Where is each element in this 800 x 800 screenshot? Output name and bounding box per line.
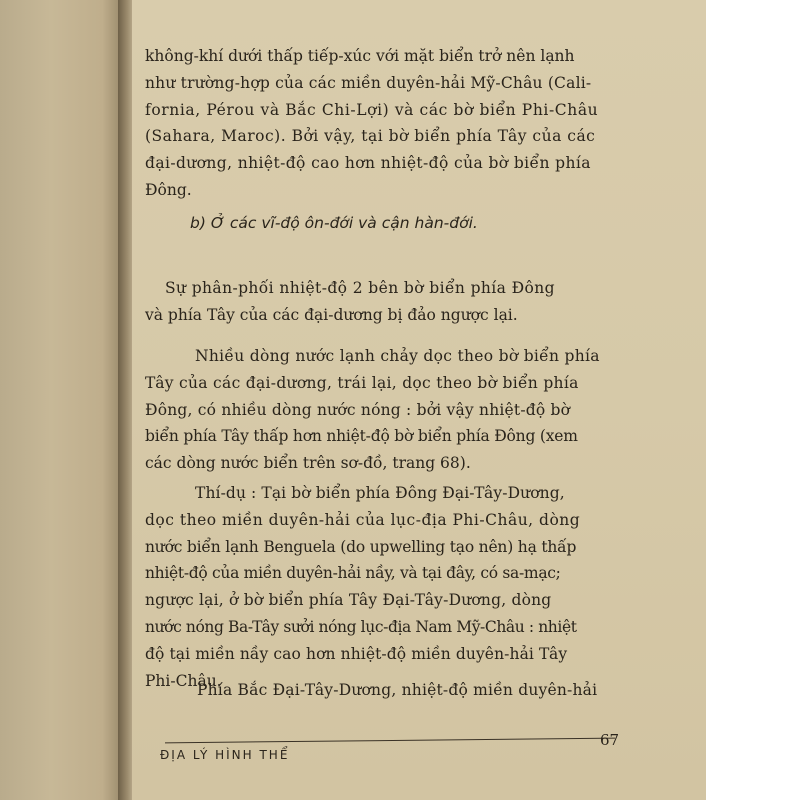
text-line: dọc theo miền duyên-hải của lục-địa Phi-Châu, dòng <box>145 510 581 529</box>
text-line: đại-dương, nhiệt-độ cao hơn nhiệt-độ của bờ biển phía <box>145 154 591 173</box>
text-line: nước biển lạnh Benguela (do upwelling tạo nên) hạ thấp <box>145 537 577 556</box>
text-line: Sự phân-phối nhiệt-độ 2 bên bờ biển phía Đông <box>165 279 555 297</box>
text-line: như trường-hợp của các miền duyên-hải Mỹ-Châu (Cali- <box>145 73 592 92</box>
text-line: nước nóng Ba-Tây sưởi nóng lục-địa Nam Mỹ-Châu : nhiệt <box>145 617 577 636</box>
paragraph-2 <box>145 275 625 329</box>
text-line: Phía Bắc Đại-Tây-Dương, nhiệt-độ miền duyên-hải <box>197 681 598 699</box>
section-heading: b) Ở các vĩ-độ ôn-đới và cận hàn-đới. <box>190 214 478 232</box>
text-line: (Sahara, Maroc). Bởi vậy, tại bờ biển phía Tây của các <box>145 127 596 146</box>
text-line: độ tại miền nầy cao hơn nhiệt-độ miền duyên-hải Tây <box>145 644 568 663</box>
text-line: Phi-Châu. <box>145 671 222 690</box>
text-line: fornia, Pérou và Bắc Chi-Lợi) và các bờ biển Phi-Châu <box>145 100 599 119</box>
text-line: Tây của các đại-dương, trái lại, dọc theo bờ biển phía <box>145 373 579 392</box>
text-line: và phía Tây của các đại-dương bị đảo ngược lại. <box>145 305 518 324</box>
text-line: biển phía Tây thấp hơn nhiệt-độ bờ biển phía Đông (xem <box>145 427 578 446</box>
text-line: nhiệt-độ của miền duyên-hải nầy, và tại đây, có sa-mạc; <box>145 564 561 583</box>
text-line: Đông. <box>145 180 192 199</box>
paragraph-3 <box>145 343 625 477</box>
text-line: Đông, có nhiều dòng nước nóng : bởi vậy nhiệt-độ bờ <box>145 400 571 419</box>
text-line: ngược lại, ở bờ biển phía Tây Đại-Tây-Dương, dòng <box>145 591 552 610</box>
paragraph-5 <box>145 677 625 704</box>
right-margin <box>706 0 800 800</box>
paragraph-4 <box>145 480 625 694</box>
paragraph-1 <box>145 43 625 204</box>
running-footer: ĐỊA LÝ HÌNH THỂ <box>160 748 290 762</box>
text-line: Thí-dụ : Tại bờ biển phía Đông Đại-Tây-Dương, <box>195 484 565 502</box>
text-line: Nhiều dòng nước lạnh chảy dọc theo bờ biển phía <box>195 347 600 365</box>
left-page-edge <box>0 0 128 800</box>
text-line: không-khí dưới thấp tiếp-xúc với mặt biển trở nên lạnh <box>145 47 575 65</box>
page-number: 67 <box>600 731 620 749</box>
text-line: các dòng nước biển trên sơ-đồ, trang 68). <box>145 454 471 473</box>
